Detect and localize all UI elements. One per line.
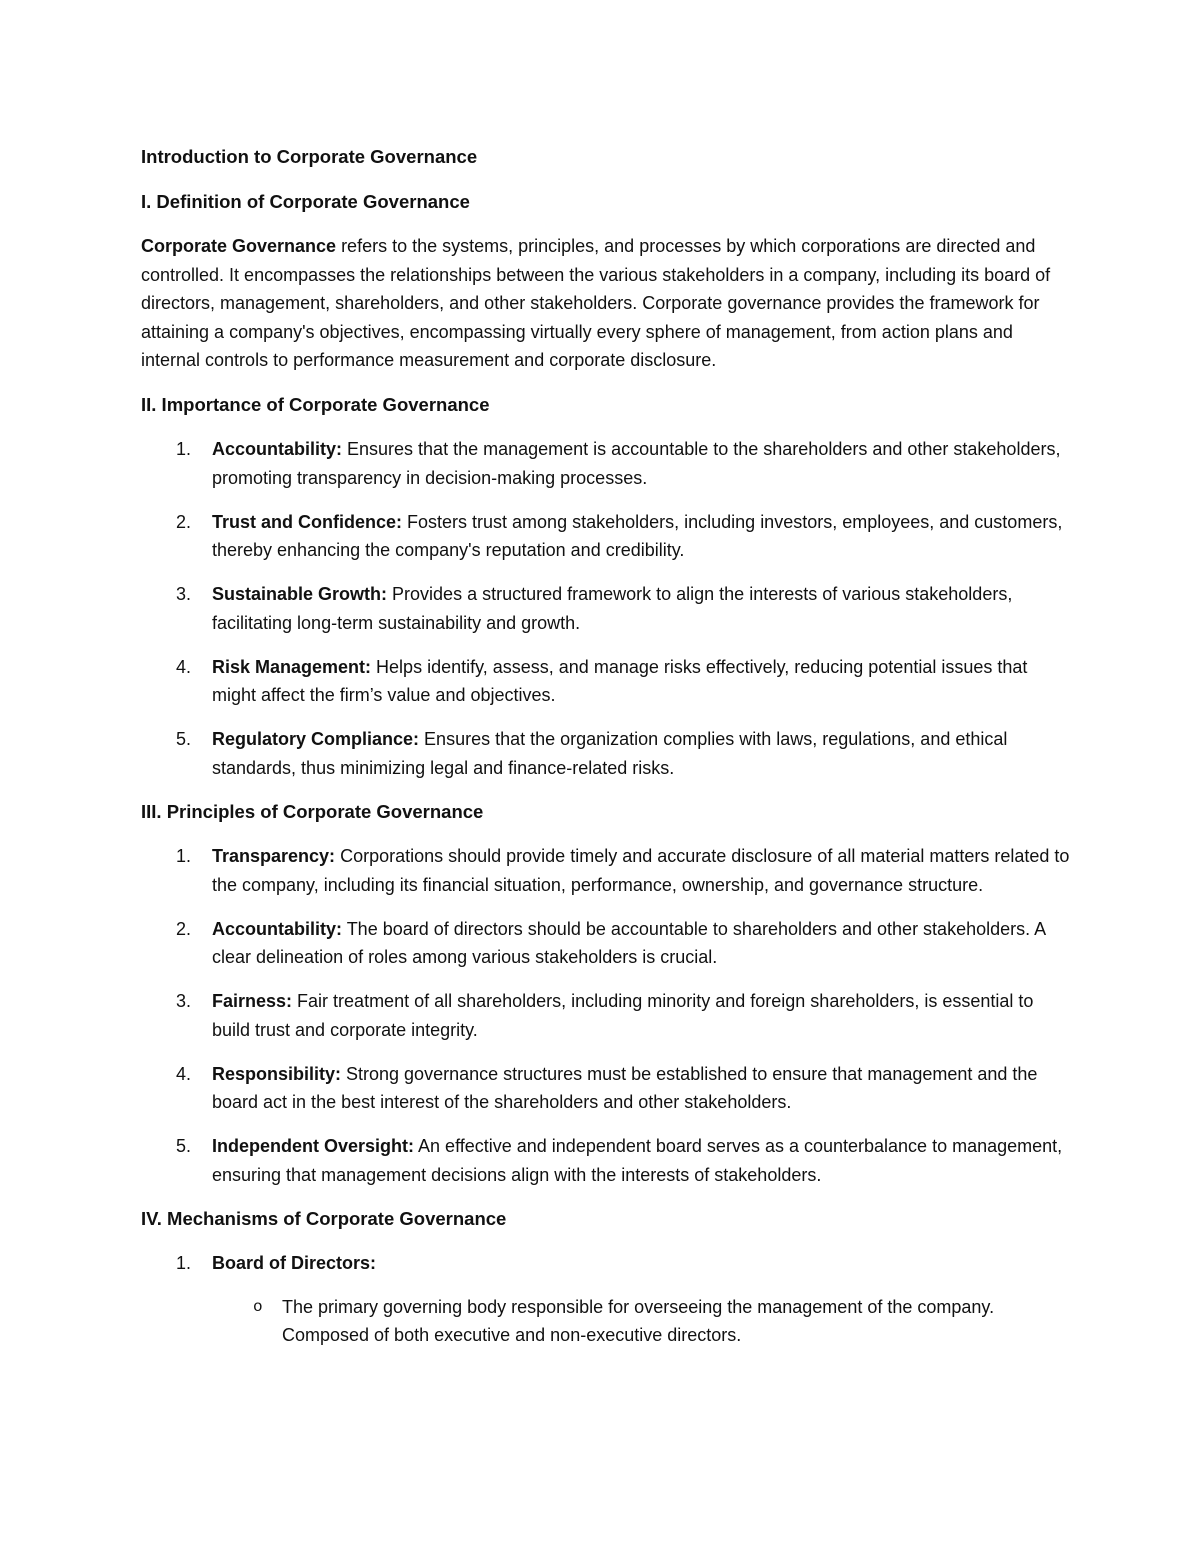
list-item	[141, 653, 1071, 710]
list-item	[141, 1132, 1071, 1189]
list-item	[141, 435, 1071, 492]
item-text: Strong governance structures must be established to ensure that management and the board act in the best interest of the shareholders and other stakeholders.	[212, 1063, 1038, 1112]
list-item	[141, 915, 1071, 972]
sub-bullet-item	[141, 1293, 1071, 1350]
item-text: Helps identify, assess, and manage risks effectively, reducing potential issues that might affect the firm’s value and objectives.	[212, 656, 1028, 705]
section-heading-importance: II. Importance of Corporate Governance	[141, 393, 490, 415]
list-item	[141, 1060, 1071, 1117]
item-term: Risk Management:	[212, 656, 372, 677]
item-number: 4.	[176, 1063, 192, 1084]
item-number: 5.	[176, 1136, 192, 1156]
document-title: Introduction to Corporate Governance	[141, 146, 478, 167]
definition-text: refers to the systems, principles, and processes by which corporations are directed and controlled. It encompasses the relationships between the various stakeholders in a company, including its board of directors, management, shareholders, and other stakeholders. Corporate governance provides the framework for attaining a company's objectives, encompassing virtually every sphere of management, from action plans and internal controls to performance measurement and corporate disclosure.	[141, 236, 1051, 370]
item-term: Independent Oversight:	[212, 1136, 415, 1156]
item-text: Ensures that the organization complies with laws, regulations, and ethical standards, thus minimizing legal and finance-related risks.	[212, 729, 1008, 778]
item-term: Regulatory Compliance:	[212, 729, 420, 749]
item-number: 1.	[176, 1253, 192, 1273]
document-page	[141, 143, 1071, 1365]
item-text: Fosters trust among stakeholders, including investors, employees, and customers, thereby enhancing the company's reputation and credibility.	[212, 511, 1063, 560]
list-item	[141, 1249, 1071, 1350]
item-number: 2.	[176, 511, 192, 532]
item-number: 5.	[176, 729, 192, 749]
item-text: An effective and independent board serves as a counterbalance to management, ensuring that management decisions align with the interests of stakeholders.	[212, 1136, 1063, 1185]
item-text: Ensures that the management is accountable to the shareholders and other stakeholders, promoting transparency in decision-making processes.	[212, 439, 1061, 488]
item-term: Board of Directors:	[212, 1253, 377, 1273]
item-number: 1.	[176, 846, 192, 866]
list-item	[141, 725, 1071, 782]
item-term: Accountability:	[212, 439, 343, 459]
list-item	[141, 580, 1071, 637]
item-number: 3.	[176, 991, 192, 1011]
item-term: Accountability:	[212, 918, 343, 939]
bullet-text: The primary governing body responsible for overseeing the management of the company. Composed of both executive and non-executive directors.	[282, 1296, 995, 1345]
list-item	[141, 987, 1071, 1044]
definition-paragraph	[141, 232, 1071, 375]
item-term: Trust and Confidence:	[212, 511, 403, 532]
item-text: Fair treatment of all shareholders, including minority and foreign shareholders, is essential to build trust and corporate integrity.	[212, 991, 1034, 1040]
item-term: Sustainable Growth:	[212, 584, 388, 604]
list-item	[141, 842, 1071, 899]
list-item	[141, 508, 1071, 565]
item-number: 4.	[176, 656, 192, 677]
sub-bullet-list	[141, 1293, 1071, 1350]
bullet-marker: o	[253, 1297, 263, 1316]
definition-lead-term: Corporate Governance	[141, 236, 337, 256]
item-number: 1.	[176, 439, 192, 459]
importance-list	[141, 435, 1071, 782]
section-heading-definition: I. Definition of Corporate Governance	[141, 190, 470, 212]
item-number: 3.	[176, 584, 192, 604]
mechanisms-list	[141, 1249, 1071, 1350]
item-number: 2.	[176, 918, 192, 939]
section-heading-mechanisms: IV. Mechanisms of Corporate Governance	[141, 1207, 507, 1229]
item-text: The board of directors should be accountable to shareholders and other stakeholders. A clear delineation of roles among various stakeholders is crucial.	[212, 918, 1046, 967]
item-term: Transparency:	[212, 846, 336, 866]
item-term: Responsibility:	[212, 1063, 342, 1084]
section-heading-principles: III. Principles of Corporate Governance	[141, 800, 484, 822]
item-text: Provides a structured framework to align the interests of various stakeholders, facilitating long-term sustainability and growth.	[212, 584, 1013, 633]
principles-list	[141, 842, 1071, 1189]
item-term: Fairness:	[212, 991, 293, 1011]
item-text: Corporations should provide timely and accurate disclosure of all material matters related to the company, including its financial situation, performance, ownership, and governance structure.	[212, 846, 1070, 895]
